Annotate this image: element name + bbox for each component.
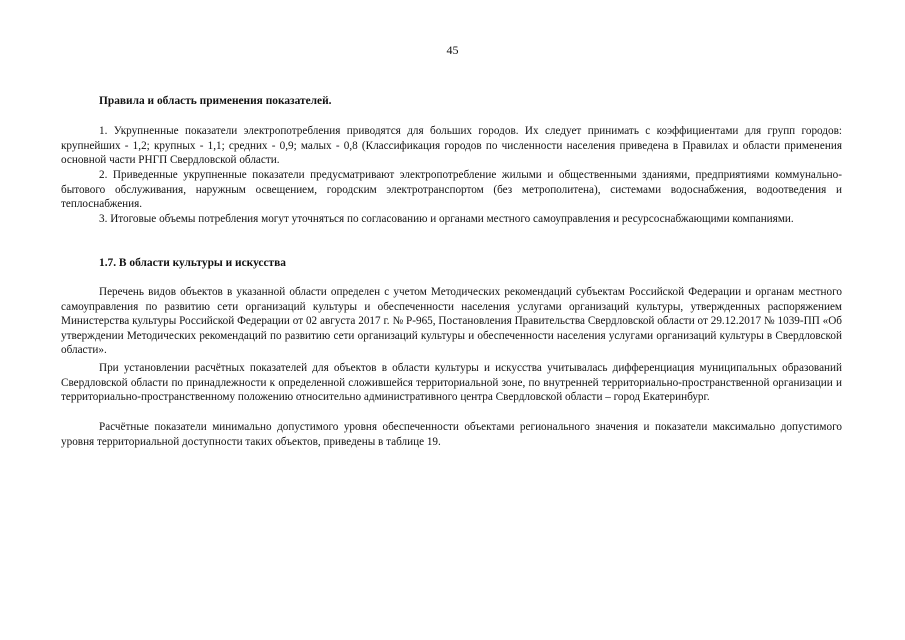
paragraph-differentiation: При установлении расчётных показателей для объектов в области культуры и искусства учитывалась дифференциация муниципальных образований Свердловской области по принадлежности к определенной сложившейся территориальной зоне, по внутренней территориально-пространственной организации и территориально-пространственному положению относительно административного центра Свердловской области – город Екатеринбург. — [61, 362, 842, 404]
paragraph-coefficients: 1. Укрупненные показатели электропотребления приводятся для больших городов. Их следует принимать с коэффициентами для групп городов: крупнейших - 1,2; крупных - 1,1; средних - 0,9; малых - 0,8 (Классификация городов по численности населения приведена в Правилах и области применения основной части РНГП Свердловской области. — [61, 125, 842, 167]
paragraph-object-list: Перечень видов объектов в указанной области определен с учетом Методических рекомендаций субъектам Российской Федерации и органам местного самоуправления по развитию сети организаций культуры и обеспеченности населения услугами организаций культуры, утвержденных распоряжением Министерства культуры Российской Федерации от 02 августа 2017 г. № Р-965, Постановления Правительства Свердловской области от 29.12.2017 № 1039-ПП «Об утверждении Методических рекомендаций по развитию сети организаций культуры и обеспеченности населения услугами организаций культуры в Свердловской области». — [61, 286, 842, 357]
paragraph-consumption-scope: 2. Приведенные укрупненные показатели предусматривают электропотребление жилыми и общественными зданиями, предприятиями коммунально-бытового обслуживания, наружным освещением, городским электротранспортом (без метрополитена), системами водоснабжения, водоотведения и теплоснабжения. — [61, 169, 842, 211]
page-number: 45 — [446, 43, 459, 57]
section-heading-culture: 1.7. В области культуры и искусства — [99, 257, 286, 269]
section-heading-rules: Правила и область применения показателей. — [99, 95, 332, 107]
paragraph-final-volumes: 3. Итоговые объемы потребления могут уточняться по согласованию и органами местного самоуправления и ресурсоснабжающими компаниями. — [99, 213, 794, 225]
paragraph-calculated-indicators: Расчётные показатели минимально допустимого уровня обеспеченности объектами регионального значения и показатели максимально допустимого уровня территориальной доступности таких объектов, приведены в таблице 19. — [61, 421, 842, 448]
